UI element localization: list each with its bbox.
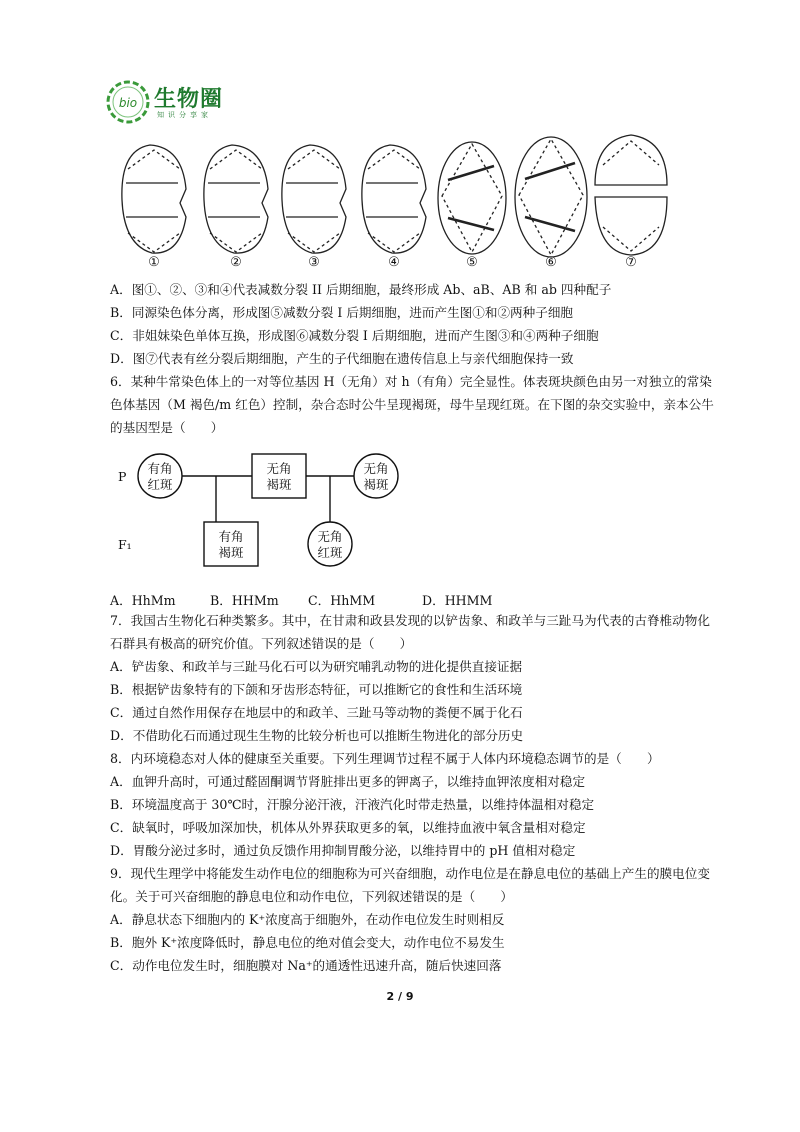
q9-stem-line-1: 9．现代生理学中将能发生动作电位的细胞称为可兴奋细胞，动作电位是在静息电位的基础上产生的膜电位变 xyxy=(110,866,710,881)
cell-2 xyxy=(204,145,268,253)
q8-stem-line-1: 8．内环境稳态对人体的健康至关重要。下列生理调节过程不属于人体内环境稳态调节的是（ ） xyxy=(110,751,660,766)
logo-subtitle: 知识分享家 xyxy=(157,111,212,119)
p-right-line1: 无角 xyxy=(363,461,389,476)
cell-5 xyxy=(438,142,506,254)
cell-1 xyxy=(122,145,186,253)
q9-stem-line-2: 化。关于可兴奋细胞的静息电位和动作电位，下列叙述错误的是（ ） xyxy=(110,889,513,904)
p-mid-line1: 无角 xyxy=(266,461,292,476)
p-right-line2: 褐斑 xyxy=(363,477,389,492)
q6-option-d: D．HHMM xyxy=(422,593,493,608)
q7-option-a: A．铲齿象、和政羊与三趾马化石可以为研究哺乳动物的进化提供直接证据 xyxy=(110,659,523,674)
p-left-line1: 有角 xyxy=(147,461,173,476)
q5-option-d: D．图⑦代表有丝分裂后期细胞，产生的子代细胞在遗传信息上与亲代细胞保持一致 xyxy=(110,351,574,366)
cell-label-2: ② xyxy=(230,255,242,270)
cell-label-7: ⑦ xyxy=(625,255,637,270)
cell-7 xyxy=(595,135,667,255)
cell-4 xyxy=(362,145,426,253)
pedigree-diagram xyxy=(110,444,410,574)
cell-6 xyxy=(515,137,587,257)
leaf-wreath-icon xyxy=(104,78,152,126)
q6-stem-line-2: 色体基因（M 褐色/m 红色）控制，杂合态时公牛呈现褐斑，母牛呈现红斑。在下图的杂交实验中，亲本公牛 xyxy=(110,397,714,412)
q8-option-a: A．血钾升高时，可通过醛固酮调节肾脏排出更多的钾离子，以维持血钾浓度相对稳定 xyxy=(110,774,586,789)
q7-stem-line-2: 石群具有极高的研究价值。下列叙述错误的是（ ） xyxy=(110,636,413,651)
cell-3 xyxy=(282,145,346,253)
f1-right-line2: 红斑 xyxy=(317,545,343,560)
q9-option-c: C．动作电位发生时，细胞膜对 Na⁺的通透性迅速升高，随后快速回落 xyxy=(110,958,502,973)
q9-option-a: A．静息状态下细胞内的 K⁺浓度高于细胞外，在动作电位发生时则相反 xyxy=(110,912,505,927)
p-left-line2: 红斑 xyxy=(147,477,173,492)
q5-option-c: C．非姐妹染色单体互换，形成图⑥减数分裂 I 后期细胞，进而产生图③和④两种子细胞 xyxy=(110,328,599,343)
cell-label-4: ④ xyxy=(388,255,400,270)
f1-right-line1: 无角 xyxy=(317,529,343,544)
q8-option-c: C．缺氧时，呼吸加深加快，机体从外界获取更多的氧，以维持血液中氧含量相对稳定 xyxy=(110,820,586,835)
q6-options xyxy=(110,590,492,609)
gen-label-p: P xyxy=(118,469,127,484)
gen-label-f1: F₁ xyxy=(118,537,132,552)
q6-stem-line-1: 6．某种牛常染色体上的一对等位基因 H（无角）对 h（有角）完全显性。体表斑块颜色由另一对独立的常染 xyxy=(110,374,712,389)
q5-option-b: B．同源染色体分离，形成图⑤减数分裂 I 后期细胞，进而产生图①和②两种子细胞 xyxy=(110,305,574,320)
cell-division-figure xyxy=(110,130,690,270)
q7-stem-line-1: 7．我国古生物化石种类繁多。其中，在甘肃和政县发现的以铲齿象、和政羊与三趾马为代表的古脊椎动物化 xyxy=(110,613,710,628)
cell-label-6: ⑥ xyxy=(545,255,557,270)
q9-option-b: B．胞外 K⁺浓度降低时，静息电位的绝对值会变大，动作电位不易发生 xyxy=(110,935,505,950)
q8-option-d: D．胃酸分泌过多时，通过负反馈作用抑制胃酸分泌，以维持胃中的 pH 值相对稳定 xyxy=(110,843,576,858)
q6-option-b: B．HHMm xyxy=(210,593,279,608)
f1-left-line1: 有角 xyxy=(218,529,244,544)
logo-icon-text: bio xyxy=(118,96,138,110)
q6-option-a: A．HhMm xyxy=(110,593,176,608)
q7-option-d: D．不借助化石而通过现生生物的比较分析也可以推断生物进化的部分历史 xyxy=(110,728,524,743)
q7-option-c: C．通过自然作用保存在地层中的和政羊、三趾马等动物的粪便不属于化石 xyxy=(110,705,523,720)
q6-option-c: C．HhMM xyxy=(308,593,376,608)
cell-label-3: ③ xyxy=(308,255,320,270)
f1-left-line2: 褐斑 xyxy=(218,545,244,560)
p-mid-line2: 褐斑 xyxy=(266,477,292,492)
cell-label-5: ⑤ xyxy=(466,255,478,270)
q6-stem-line-3: 的基因型是（ ） xyxy=(110,420,224,435)
q7-option-b: B．根据铲齿象特有的下颌和牙齿形态特征，可以推断它的食性和生活环境 xyxy=(110,682,523,697)
logo xyxy=(104,78,244,128)
q5-option-a: A．图①、②、③和④代表减数分裂 II 后期细胞，最终形成 Ab、aB、AB 和 ab 四种配子 xyxy=(110,282,612,297)
page-number: 2 / 9 xyxy=(386,990,414,1003)
cell-label-1: ① xyxy=(148,255,160,270)
logo-title: 生物圈 xyxy=(154,87,224,112)
q8-option-b: B．环境温度高于 30℃时，汗腺分泌汗液，汗液汽化时带走热量，以维持体温相对稳定 xyxy=(110,797,595,812)
